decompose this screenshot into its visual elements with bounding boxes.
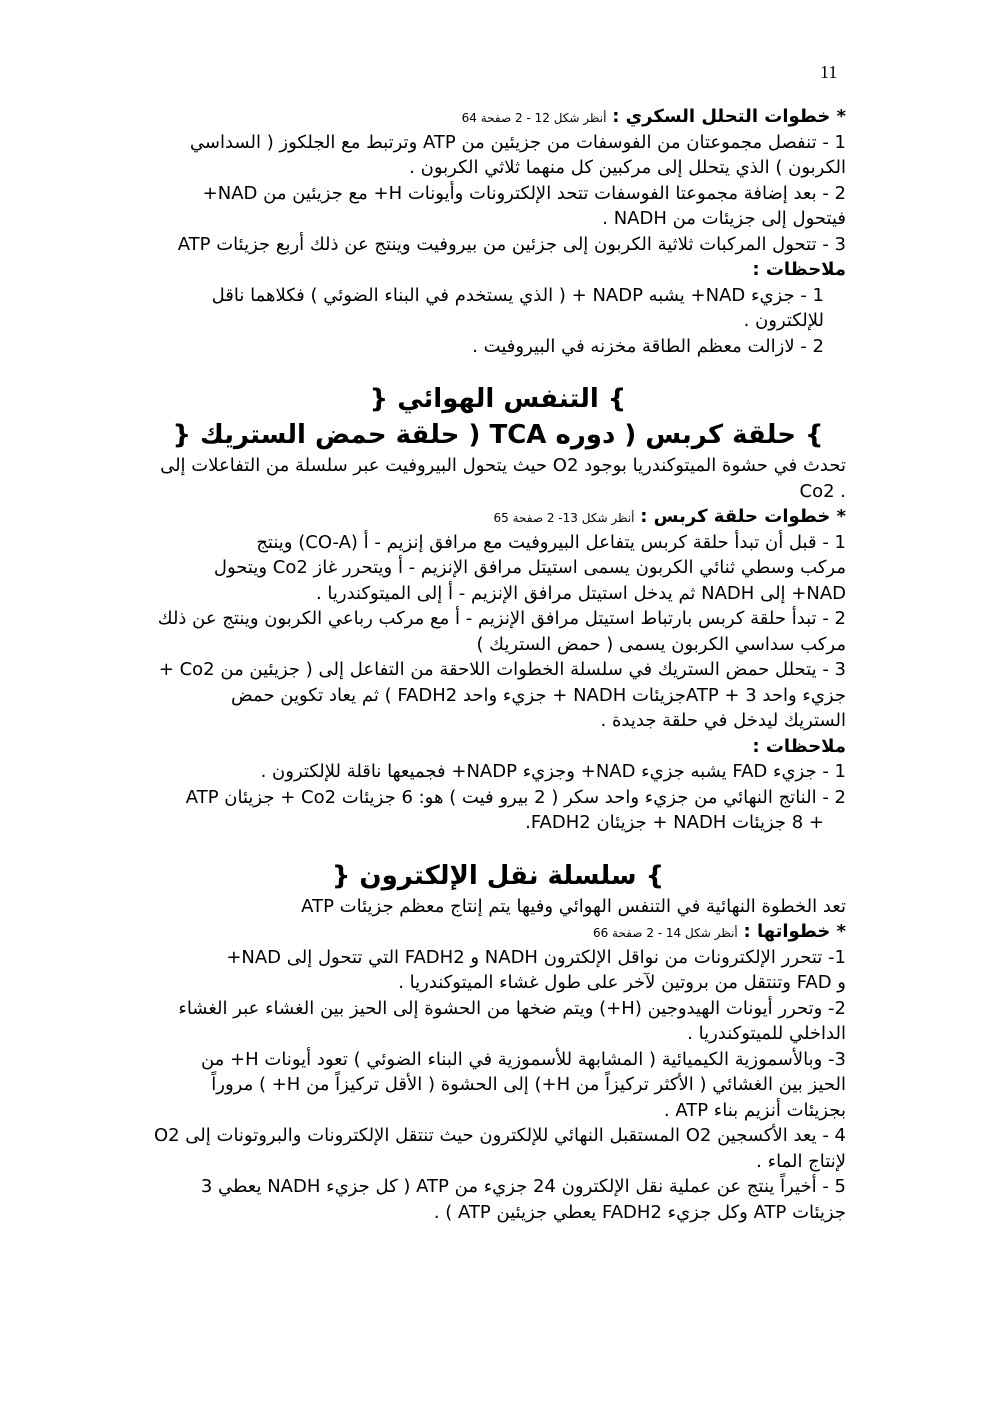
- electron-transport-title: } سلسلة نقل الإلكترون {: [331, 860, 665, 891]
- glycolysis-notes-label: ملاحظات :: [752, 259, 846, 280]
- etc-line: و FAD وتنتقل من بروتين لآخر على طول غشاء الميتوكندريا .: [398, 972, 846, 993]
- krebs-cycle-title: } حلقة كربس ( دوره TCA ( حلقة حمض الستريك {: [172, 420, 824, 450]
- glycolysis-note: للإلكترون .: [743, 310, 824, 331]
- etc-line: 3- وبالأسموزية الكيميائية ( المشابهة للأسموزية في البناء الضوئي ) تعود أيونات H+ من: [200, 1048, 846, 1070]
- etc-line: 4 - يعد الأكسجين O2 المستقبل النهائي للإلكترون حيث تنتقل الإلكترونات والبروتونات إلى O2: [153, 1125, 846, 1146]
- krebs-figure-ref: أنظر شكل 13- 2 صفحة 65: [493, 511, 635, 525]
- krebs-line: جزيء واحد 3 + ATPجزيئات NADH + جزيء واحد FADH2 ) ثم يعاد تكوين حمض: [230, 684, 846, 706]
- document-body: [150, 104, 846, 1225]
- glycolysis-line: 2 - بعد إضافة مجموعتا الفوسفات تتحد الإلكترونات وأيونات H+ مع جزيئين من NAD+: [202, 182, 846, 204]
- glycolysis-heading-line: [150, 104, 846, 130]
- glycolysis-heading: * خطوات التحلل السكري :: [612, 106, 846, 127]
- etc-line: 1- تتحرر الإلكترونات من نواقل الإلكترون NADH و FADH2 التي تتحول إلى NAD+: [226, 946, 846, 968]
- krebs-intro-line: . Co2: [799, 480, 846, 502]
- krebs-line: مركب وسطي ثنائي الكربون يسمى استيتل مرافق الإنزيم - أ ويتحرر غاز Co2 ويتحول: [213, 557, 846, 578]
- glycolysis-line: 3 - تتحول المركبات ثلاثية الكربون إلى جزئين من بيروفيت وينتج عن ذلك أربع جزيئات ATP: [177, 233, 846, 255]
- krebs-heading-line: [150, 504, 846, 530]
- krebs-intro-line: تحدث في حشوة الميتوكندريا بوجود O2 حيث يتحول البيروفيت عبر سلسلة من التفاعلات إلى: [160, 455, 846, 476]
- krebs-note: 1 - جزيء FAD يشبه جزيء NAD+ وجزيء NADP+ فجميعها ناقلة للإلكترون .: [260, 761, 846, 782]
- krebs-line: 2 - تبدأ حلقة كربس بارتباط استيتل مرافق الإنزيم - أ مع مركب رباعي الكربون وينتج عن ذلك: [157, 608, 846, 629]
- glycolysis-figure-ref: أنظر شكل 12 - 2 صفحة 64: [461, 111, 607, 125]
- etc-line: 2- وتحرر أيونات الهيدوجين (H+) ويتم ضخها من الحشوة إلى الحيز بين الغشاء عبر الغشاء: [178, 997, 846, 1019]
- krebs-line: 1 - قبل أن تبدأ حلقة كربس يتفاعل البيروفيت مع مرافق إنزيم - أ (CO-A) وينتج: [256, 531, 846, 553]
- etc-line: 5 - أخيراً ينتج عن عملية نقل الإلكترون 24 جزيء من ATP ( كل جزيء NADH يعطي 3: [200, 1176, 846, 1197]
- krebs-heading: * خطوات حلقة كربس :: [640, 506, 846, 527]
- krebs-note: + 8 جزيئات NADH + جزيئان FADH2.: [525, 812, 824, 833]
- page-number: 11: [820, 62, 838, 82]
- krebs-line: الستريك ليدخل في حلقة جديدة .: [600, 710, 846, 731]
- krebs-line: NAD+ إلى NADH ثم يدخل استيتل مرافق الإنزيم - أ إلى الميتوكندريا .: [315, 582, 846, 604]
- etc-line: بجزيئات أنزيم بناء ATP .: [663, 1099, 846, 1121]
- krebs-line: مركب سداسي الكربون يسمى ( حمض الستريك ): [476, 633, 846, 655]
- krebs-notes-label: ملاحظات :: [752, 735, 846, 757]
- etc-line: الداخلي للميتوكندريا .: [687, 1023, 846, 1044]
- etc-line: جزيئات ATP وكل جزيء FADH2 يعطي جزيئين ATP ) .: [433, 1201, 846, 1223]
- glycolysis-line: الكربون ) الذي يتحلل إلى مركبين كل منهما ثلاثي الكربون .: [409, 157, 846, 178]
- glycolysis-note: 2 - لازالت معظم الطاقة مخزنه في البيروفيت .: [472, 335, 824, 357]
- glycolysis-note: 1 - جزيء NAD+ يشبه NADP + ( الذي يستخدم في البناء الضوئي ) فكلاهما ناقل: [211, 284, 824, 306]
- etc-heading-line: [150, 919, 846, 945]
- krebs-note: 2 - الناتج النهائي من جزيء واحد سكر ( 2 بيرو فيت ) هو: 6 جزيئات Co2 + جزيئان ATP: [185, 786, 846, 808]
- etc-line: الحيز بين الغشائي ( الأكثر تركيزاً من H+) إلى الحشوة ( الأقل تركيزاً من H+ ) مروراً: [211, 1074, 846, 1095]
- etc-intro: تعد الخطوة النهائية في التنفس الهوائي وفيها يتم إنتاج معظم جزيئات ATP: [301, 895, 846, 917]
- glycolysis-line: 1 - تنفصل مجموعتان من الفوسفات من جزيئين من ATP وترتبط مع الجلكوز ( السداسي: [189, 131, 846, 153]
- glycolysis-line: فيتحول إلى جزيئات من NADH .: [602, 208, 846, 229]
- aerobic-respiration-title: } التنفس الهوائي {: [369, 384, 627, 414]
- etc-line: لإنتاج الماء .: [756, 1150, 846, 1172]
- etc-figure-ref: أنظر شكل 14 - 2 صفحة 66: [592, 926, 738, 940]
- etc-heading: * خطواتها :: [743, 921, 846, 942]
- krebs-line: 3 - يتحلل حمض الستريك في سلسلة الخطوات اللاحقة من التفاعل إلى ( جزيئين من Co2 +: [158, 659, 846, 680]
